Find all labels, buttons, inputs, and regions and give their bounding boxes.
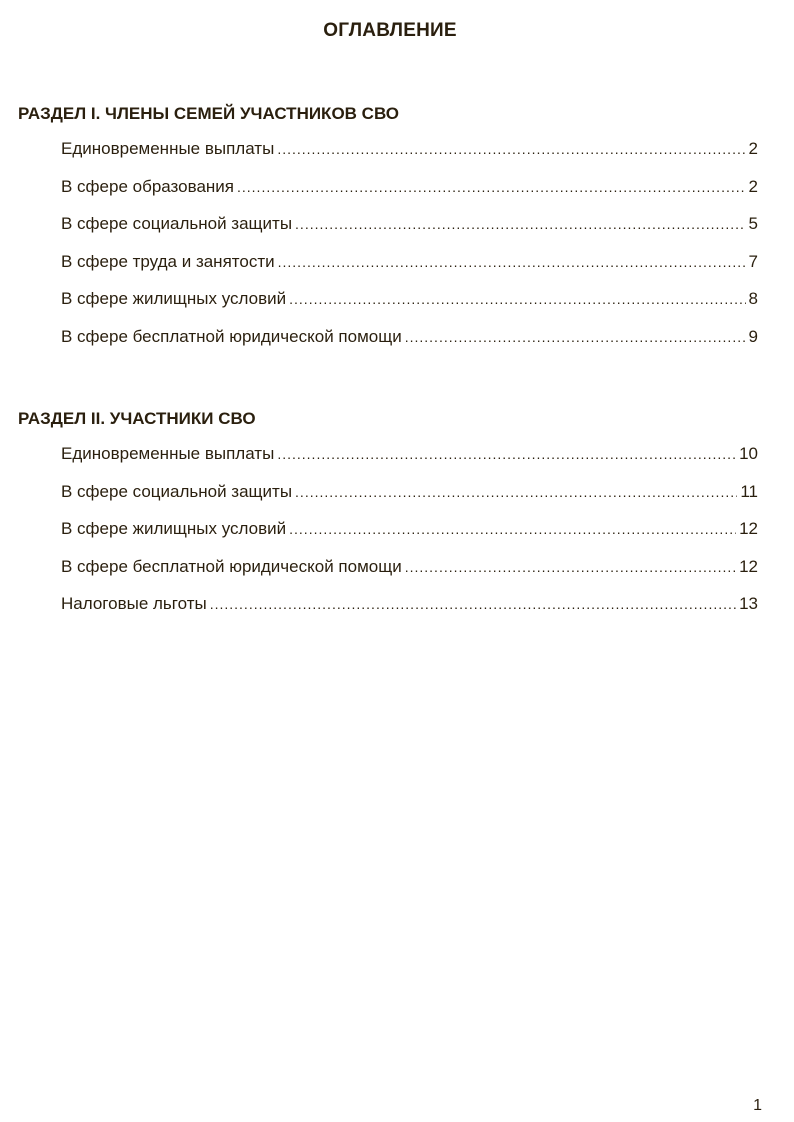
toc-entry[interactable]: [18, 326, 758, 364]
toc-entry-title: В сфере жилищных условий: [61, 519, 287, 538]
toc-entry[interactable]: [18, 138, 758, 176]
toc-dot-leader: [295, 481, 737, 503]
toc-dot-leader: [210, 593, 736, 615]
toc-dot-leader: [405, 556, 736, 578]
toc-entry-title: Единовременные выплаты: [61, 444, 275, 463]
toc-entry-page: 5: [748, 214, 758, 233]
toc-entry-title: В сфере социальной защиты: [61, 481, 293, 501]
toc-dot-leader: [289, 518, 736, 540]
toc-dot-leader: [277, 443, 736, 465]
toc-entry-page: 10: [739, 444, 758, 463]
toc-entry[interactable]: [18, 288, 758, 326]
toc-dot-leader: [405, 326, 746, 348]
toc-entry-title: В сфере труда и занятости: [61, 251, 275, 271]
toc-entry-page: 9: [748, 326, 758, 346]
toc-dot-leader: [237, 176, 746, 198]
toc-entry-title: Единовременные выплаты: [61, 139, 275, 158]
toc-dot-leader: [278, 251, 746, 273]
toc-entry[interactable]: [18, 518, 758, 556]
toc-entry-title: Налоговые льготы: [61, 594, 207, 613]
toc-entry-page: 11: [740, 481, 758, 501]
toc-entry[interactable]: [18, 481, 758, 519]
toc-section-2: [18, 408, 758, 631]
toc-entry-title: В сфере образования: [61, 176, 234, 196]
toc-entry[interactable]: [18, 251, 758, 289]
toc-list: [18, 138, 758, 363]
toc-dot-leader: [277, 138, 745, 160]
toc-entry-page: 8: [748, 289, 758, 308]
toc-entry[interactable]: [18, 556, 758, 594]
toc-dot-leader: [295, 213, 745, 235]
toc-list: [18, 443, 758, 631]
toc-entry-page: 13: [739, 594, 758, 613]
toc-entry-page: 2: [748, 176, 758, 196]
toc-entry[interactable]: [18, 176, 758, 214]
toc-entry-page: 12: [739, 519, 758, 538]
toc-entry-title: В сфере социальной защиты: [61, 214, 293, 233]
page-title: ОГЛАВЛЕНИЕ: [323, 19, 457, 41]
toc-entry-title: В сфере жилищных условий: [61, 289, 287, 308]
toc-section-1: [18, 103, 758, 363]
toc-entry-title: В сфере бесплатной юридической помощи: [61, 556, 402, 576]
toc-entry-page: 2: [748, 139, 758, 158]
toc-entry[interactable]: [18, 213, 758, 251]
page-number: 1: [753, 1097, 762, 1114]
toc-entry[interactable]: [18, 593, 758, 631]
toc-dot-leader: [289, 288, 745, 310]
toc-entry-title: В сфере бесплатной юридической помощи: [61, 326, 402, 346]
section-heading: РАЗДЕЛ II. УЧАСТНИКИ СВО: [18, 409, 256, 428]
section-heading: РАЗДЕЛ I. ЧЛЕНЫ СЕМЕЙ УЧАСТНИКОВ СВО: [18, 104, 400, 123]
toc-entry-page: 12: [739, 556, 758, 576]
toc-entry[interactable]: [18, 443, 758, 481]
toc-entry-page: 7: [748, 251, 758, 271]
